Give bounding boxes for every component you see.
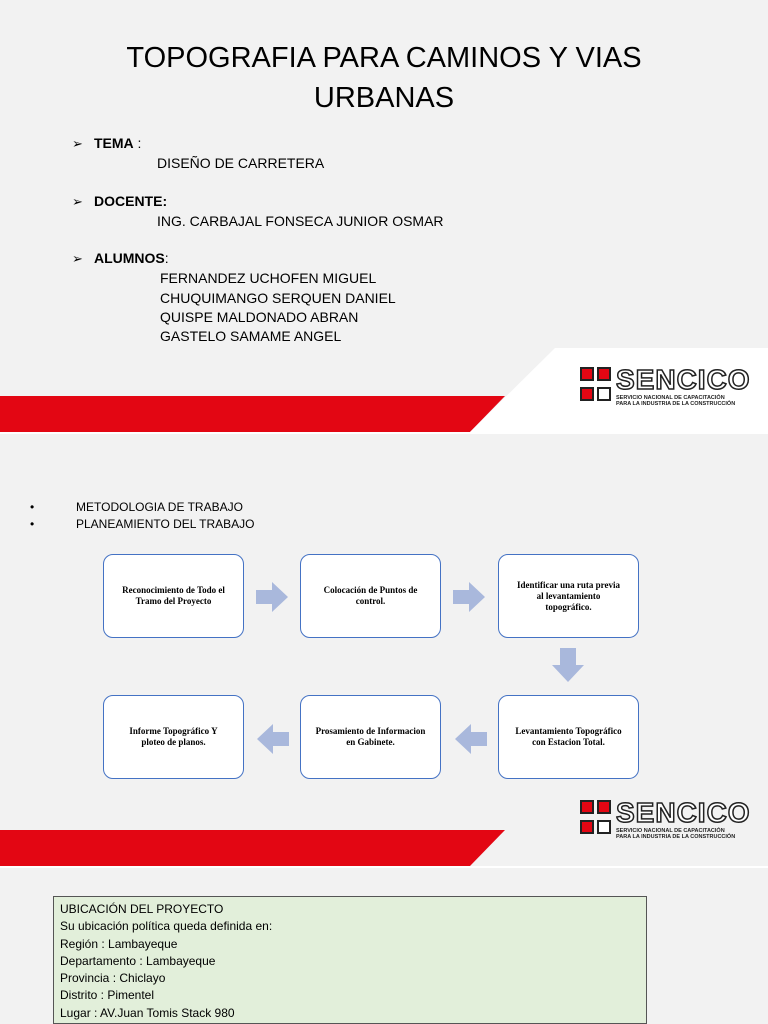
docente-bullet [72,193,167,210]
arrow-left-icon [455,724,487,754]
logo-brand: SENCICO [616,364,751,395]
location-line: Distrito : Pimentel [60,988,155,1003]
location-line: Provincia : Chiclayo [60,971,166,986]
tema-label: TEMA [94,135,134,151]
flow-step-3: Identificar una ruta previa al levantamiento topográfico. [498,554,639,638]
location-box [53,896,647,1024]
sencico-logo: SENCICO SERVICIO NACIONAL DE CAPACITACIÓN PARA LA INDUSTRIA DE LA CONSTRUCCIÓN [580,365,735,411]
arrow-bullet-icon: ➢ [72,251,83,266]
arrow-right-icon [256,582,288,612]
tema-value: DISEÑO DE CARRETERA [157,155,325,171]
bullet-item: • PLANEAMIENTO DEL TRABAJO [30,517,255,531]
flow-step-6: Informe Topográfico Y ploteo de planos. [103,695,244,779]
location-heading: UBICACIÓN DEL PROYECTO [60,902,224,916]
bullet-item: • METODOLOGIA DE TRABAJO [30,500,243,514]
location-line: Lugar : AV.Juan Tomis Stack 980 [60,1005,235,1020]
slide-methodology [0,434,768,866]
alumno-item: GASTELO SAMAME ANGEL [160,328,342,344]
flow-step-5: Prosamiento de Informacion en Gabinete. [300,695,441,779]
location-line: Departamento : Lambayeque [60,953,216,968]
tema-bullet: ➢ TEMA : [72,135,142,151]
arrow-right-icon [453,582,485,612]
arrow-bullet-icon: ➢ [72,136,83,151]
arrow-left-icon [257,724,289,754]
flow-step-2: Colocación de Puntos de control. [300,554,441,638]
alumnos-bullet: ➢ ALUMNOS: [72,250,169,266]
arrow-bullet-icon: ➢ [72,194,83,209]
alumnos-label: ALUMNOS [94,250,165,266]
slide-location [0,868,768,1024]
flow-step-4: Levantamiento Topográfico con Estacion Total. [498,695,639,779]
page-title: TOPOGRAFIA PARA CAMINOS Y VIAS URBANAS [126,42,642,114]
sencico-logo: SENCICO SERVICIO NACIONAL DE CAPACITACIÓN PARA LA INDUSTRIA DE LA CONSTRUCCIÓN [580,798,735,844]
location-line: Su ubicación política queda definida en: [60,919,273,934]
arrow-down-icon [552,648,584,682]
flow-step-1: Reconocimiento de Todo el Tramo del Proyecto [103,554,244,638]
logo-brand: SENCICO [616,797,751,828]
docente-value: ING. CARBAJAL FONSECA JUNIOR OSMAR [157,213,444,229]
location-line: Región : Lambayeque [60,936,178,951]
alumno-item: FERNANDEZ UCHOFEN MIGUEL [160,270,377,286]
alumno-item: CHUQUIMANGO SERQUEN DANIEL [160,290,396,306]
docente-label: DOCENTE: [94,193,168,209]
slide-title [0,0,768,432]
alumno-item: QUISPE MALDONADO ABRAN [160,309,359,325]
